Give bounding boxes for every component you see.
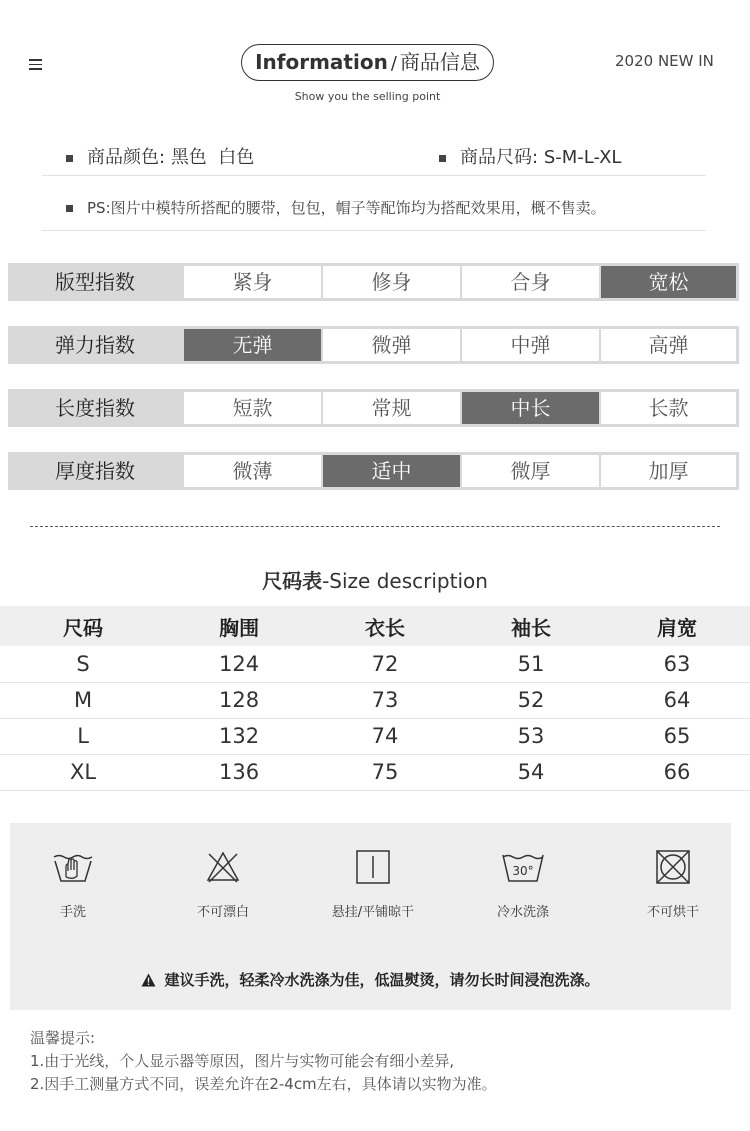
index-option-selected: 无弹 bbox=[184, 329, 321, 361]
hang-dry-icon bbox=[355, 849, 391, 885]
menu-icon[interactable] bbox=[29, 59, 42, 70]
bullet-icon bbox=[439, 155, 446, 162]
dashed-divider bbox=[30, 526, 720, 527]
index-option: 合身 bbox=[462, 266, 599, 298]
index-option: 短款 bbox=[184, 392, 321, 424]
care-note bbox=[10, 969, 731, 990]
index-option: 微厚 bbox=[462, 455, 599, 487]
index-label: 版型指数 bbox=[55, 270, 135, 294]
table-cell: 53 bbox=[458, 718, 604, 754]
index-option: 修身 bbox=[323, 266, 460, 298]
hand-wash-icon bbox=[51, 849, 95, 885]
table-cell: 51 bbox=[458, 646, 604, 682]
bullet-icon bbox=[66, 205, 73, 212]
color-info bbox=[66, 143, 254, 169]
index-option-selected: 中长 bbox=[462, 392, 599, 424]
no-tumble-dry-icon bbox=[655, 849, 691, 885]
section-title-separator: / bbox=[390, 53, 397, 74]
index-option-selected: 宽松 bbox=[601, 266, 736, 298]
ps-note-text: PS:图片中模特所搭配的腰带，包包，帽子等配饰均为搭配效果用，概不售卖。 bbox=[87, 199, 606, 217]
tips-heading: 温馨提示: bbox=[30, 1029, 96, 1047]
table-cell: 132 bbox=[166, 718, 312, 754]
size-chart-title-cn: 尺码表 bbox=[262, 569, 323, 593]
care-label: 不可漂白 bbox=[196, 905, 249, 920]
table-row bbox=[0, 682, 750, 718]
table-cell: 65 bbox=[604, 718, 750, 754]
table-cell: 66 bbox=[604, 754, 750, 790]
size-chart-title-en: -Size description bbox=[322, 569, 488, 593]
table-row bbox=[0, 754, 750, 790]
care-label: 冷水洗涤 bbox=[496, 905, 549, 920]
index-label: 长度指数 bbox=[55, 396, 135, 420]
table-row bbox=[0, 718, 750, 754]
info-row-ps bbox=[42, 176, 706, 231]
size-info bbox=[439, 143, 621, 169]
care-item-hand-wash bbox=[13, 849, 133, 920]
index-option-selected: 适中 bbox=[323, 455, 460, 487]
header-cell: 衣长 bbox=[312, 606, 458, 646]
table-cell: 73 bbox=[312, 682, 458, 718]
index-bar-thickness bbox=[8, 452, 739, 490]
header-cell: 肩宽 bbox=[604, 606, 750, 646]
index-option: 紧身 bbox=[184, 266, 321, 298]
index-option: 常规 bbox=[323, 392, 460, 424]
header-cell: 胸围 bbox=[166, 606, 312, 646]
table-cell: 74 bbox=[312, 718, 458, 754]
header-cell: 袖长 bbox=[458, 606, 604, 646]
index-label: 厚度指数 bbox=[55, 459, 135, 483]
table-cell: L bbox=[0, 718, 166, 754]
size-value: S-M-L-XL bbox=[543, 147, 622, 168]
ps-note bbox=[66, 197, 606, 218]
table-row bbox=[0, 646, 750, 682]
care-label: 不可烘干 bbox=[646, 905, 699, 920]
size-table bbox=[0, 606, 750, 791]
info-row-attributes bbox=[42, 135, 706, 176]
table-cell: 63 bbox=[604, 646, 750, 682]
temperature-label: 30° bbox=[512, 864, 534, 878]
table-cell: 64 bbox=[604, 682, 750, 718]
table-cell: 124 bbox=[166, 646, 312, 682]
warning-icon bbox=[141, 973, 156, 987]
index-option: 高弹 bbox=[601, 329, 736, 361]
index-bar-fit bbox=[8, 263, 739, 301]
section-title bbox=[241, 44, 494, 81]
cold-wash-icon bbox=[500, 849, 546, 885]
care-label: 悬挂/平铺晾干 bbox=[331, 905, 415, 920]
size-label: 商品尺码: bbox=[460, 147, 539, 168]
table-cell: 75 bbox=[312, 754, 458, 790]
index-option: 长款 bbox=[601, 392, 736, 424]
care-item-no-tumble-dry bbox=[613, 849, 733, 920]
care-label: 手洗 bbox=[59, 905, 86, 920]
index-option: 中弹 bbox=[462, 329, 599, 361]
index-label: 弹力指数 bbox=[55, 333, 135, 357]
table-cell: M bbox=[0, 682, 166, 718]
index-option: 微弹 bbox=[323, 329, 460, 361]
color-value: 黑色 白色 bbox=[170, 147, 255, 168]
index-bar-elasticity bbox=[8, 326, 739, 364]
new-in-badge: 2020 NEW IN bbox=[615, 52, 714, 70]
no-bleach-icon bbox=[205, 849, 241, 885]
index-option: 微薄 bbox=[184, 455, 321, 487]
table-cell: 52 bbox=[458, 682, 604, 718]
care-item-cold-wash bbox=[463, 849, 583, 920]
bullet-icon bbox=[66, 155, 73, 162]
care-note-text: 建议手洗，轻柔冷水洗涤为佳，低温熨烫，请勿长时间浸泡洗涤。 bbox=[164, 971, 600, 989]
index-option: 加厚 bbox=[601, 455, 736, 487]
table-cell: 72 bbox=[312, 646, 458, 682]
table-cell: XL bbox=[0, 754, 166, 790]
size-chart-title bbox=[0, 565, 750, 594]
size-table-header bbox=[0, 606, 750, 646]
color-label: 商品颜色: bbox=[87, 147, 166, 168]
tips-line: 2.因手工测量方式不同，误差允许在2-4cm左右，具体请以实物为准。 bbox=[30, 1075, 497, 1093]
table-cell: 136 bbox=[166, 754, 312, 790]
section-subtitle: Show you the selling point bbox=[294, 90, 441, 103]
header-cell: 尺码 bbox=[0, 606, 166, 646]
index-bar-length bbox=[8, 389, 739, 427]
table-cell: 54 bbox=[458, 754, 604, 790]
care-panel bbox=[10, 823, 731, 1010]
tips bbox=[30, 1027, 497, 1096]
tips-line: 1.由于光线，个人显示器等原因，图片与实物可能会有细小差异, bbox=[30, 1052, 455, 1070]
table-cell: 128 bbox=[166, 682, 312, 718]
section-title-en: Information bbox=[255, 50, 388, 74]
section-title-cn: 商品信息 bbox=[399, 50, 480, 74]
table-cell: S bbox=[0, 646, 166, 682]
care-item-no-bleach bbox=[163, 849, 283, 920]
care-item-hang-dry bbox=[313, 849, 433, 920]
